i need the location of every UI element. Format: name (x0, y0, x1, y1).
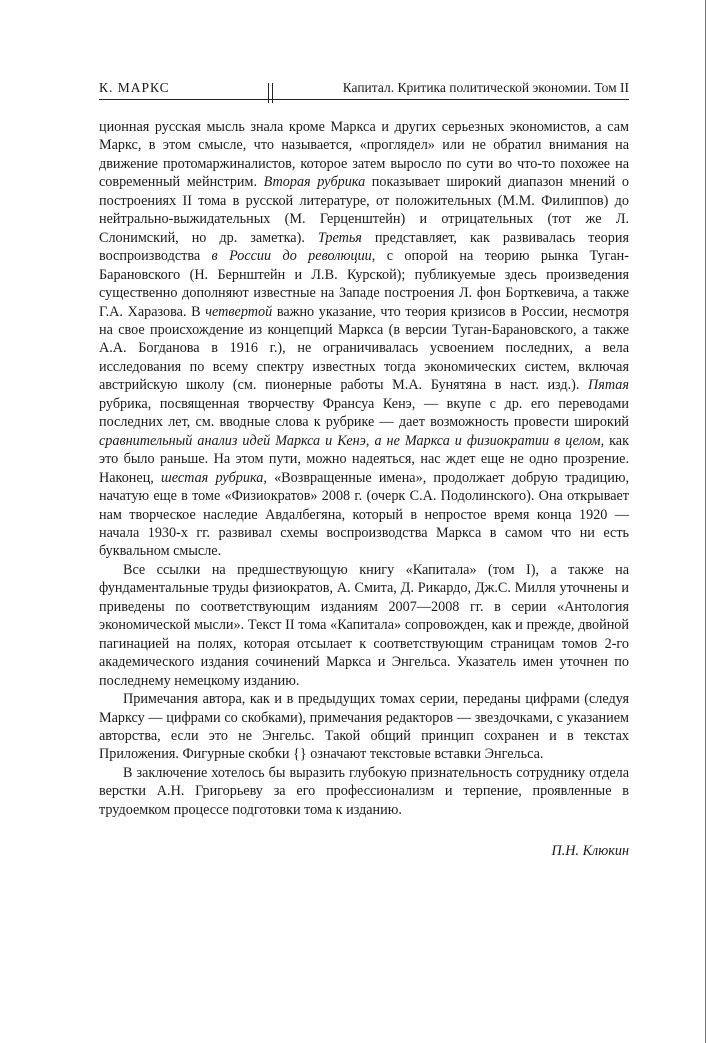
body-text (99, 118, 629, 819)
p1-text-4: , с опорой на теорию рынка Туган-Барановского (Н. Бернштейн и Л.В. Курской); публикуемые здесь произведения существенно дополняют известные на Западе построения Л. фон Борткевича, а также Г.А. Харазова. В (99, 248, 629, 320)
header-author: К. МАРКС (99, 80, 170, 95)
p1-italic-2: Третья (317, 229, 362, 246)
header-separator (268, 83, 273, 103)
paragraph-4: В заключение хотелось бы выразить глубокую признательность сотруднику отдела верстки А.Н. Григорьеву за его профессионализм и терпение, проявленные в трудоемком процессе подготовки тома к изданию. (99, 764, 629, 818)
p1-italic-6: сравнительный анализ идей Маркса и Кенэ, а не Маркса и физиократии в целом (99, 432, 601, 449)
paragraph-3: Примечания автора, как и в предыдущих томах серии, переданы цифрами (следуя Марксу — цифрами со скобками), примечания редакторов — звездочками, с указанием авторства, если это не Энгельс. Такой общий принцип сохранен и в текстах Приложения. Фигурные скобки {} означают текстовые вставки Энгельса. (99, 691, 629, 763)
p1-italic-5: Пятая (588, 377, 629, 394)
p1-text-5: важно указание, что теория кризисов в России, несмотря на свое происхождение из концепций Маркса (в версии Туган-Барановского, а также А.А. Богданова в 1916 г.), не ограничивалась усвоением последних, а вела исследования по всему спектру известных тогда экономических систем, включая австрийскую школу (см. пионерные работы М.А. Бунятяна в наст. изд.). (99, 303, 630, 394)
header-title: Капитал. Критика политической экономии. Том II (342, 80, 629, 95)
p1-text-3: представляет, как развивалась теория воспроизводства (99, 229, 629, 265)
p1-text-2: показывает широкий диапазон мнений о построениях II тома в русской литературе, от положительных (М.М. Филиппов) до нейтрально-выжидательных (М. Герценштейн) и отрицательных (тот же Л. Слонимский, но др. заметка). (99, 174, 629, 246)
p1-italic-1: Вторая рубрика (263, 174, 366, 191)
header-rule (99, 99, 629, 100)
signature: П.Н. Клюкин (551, 843, 629, 859)
running-header (99, 80, 629, 100)
p1-text-7: , как это было раньше. На этом пути, можно надеяться, нас ждет еще не одно прозрение. Наконец, (99, 432, 629, 486)
paragraph-1 (99, 118, 629, 561)
p1-italic-7: шестая рубрика (161, 469, 264, 486)
p1-text-8: , «Возвращенные имена», продолжает добрую традицию, начатую еще в томе «Физиократов» 2008 г. (очерк С.А. Подолинского). Она открывает нам творческое наследие Авдалбегяна, который в непростое время конца 1920 — начала 1930-х гг. развивал схемы воспроизводства Маркса в самом что ни есть буквальном смысле. (99, 469, 629, 560)
p1-text-6: рубрика, посвященная творчеству Франсуа Кенэ, — вкупе с др. его переводами последних лет, см. вводные слова к рубрике — дает возможность провести широкий (99, 395, 629, 431)
p1-italic-4: четвертой (205, 303, 273, 320)
p1-italic-3: в России до революции (211, 248, 372, 265)
paragraph-2: Все ссылки на предшествующую книгу «Капитала» (том I), а также на фундаментальные труды физиократов, А. Смита, Д. Рикардо, Дж.С. Милля уточнены и приведены по соответствующим изданиям 2007—2008 гг. в серии «Антология экономической мысли». Текст II тома «Капитала» сопровожден, как и прежде, двойной пагинацией на полях, которая отсылает к соответствующим страницам томов 2-го академического издания сочинений Маркса и Энгельса. Указатель имен уточнен по последнему немецкому изданию. (99, 561, 629, 689)
p1-text-1: ционная русская мысль знала кроме Маркса и других серьезных экономистов, а сам Маркс, в этом смысле, что называется, «проглядел» или не обратил внимания на движение протомаржиналистов, которое затем выросло по сути во что-то похожее на современный мейнстрим. (99, 119, 629, 191)
